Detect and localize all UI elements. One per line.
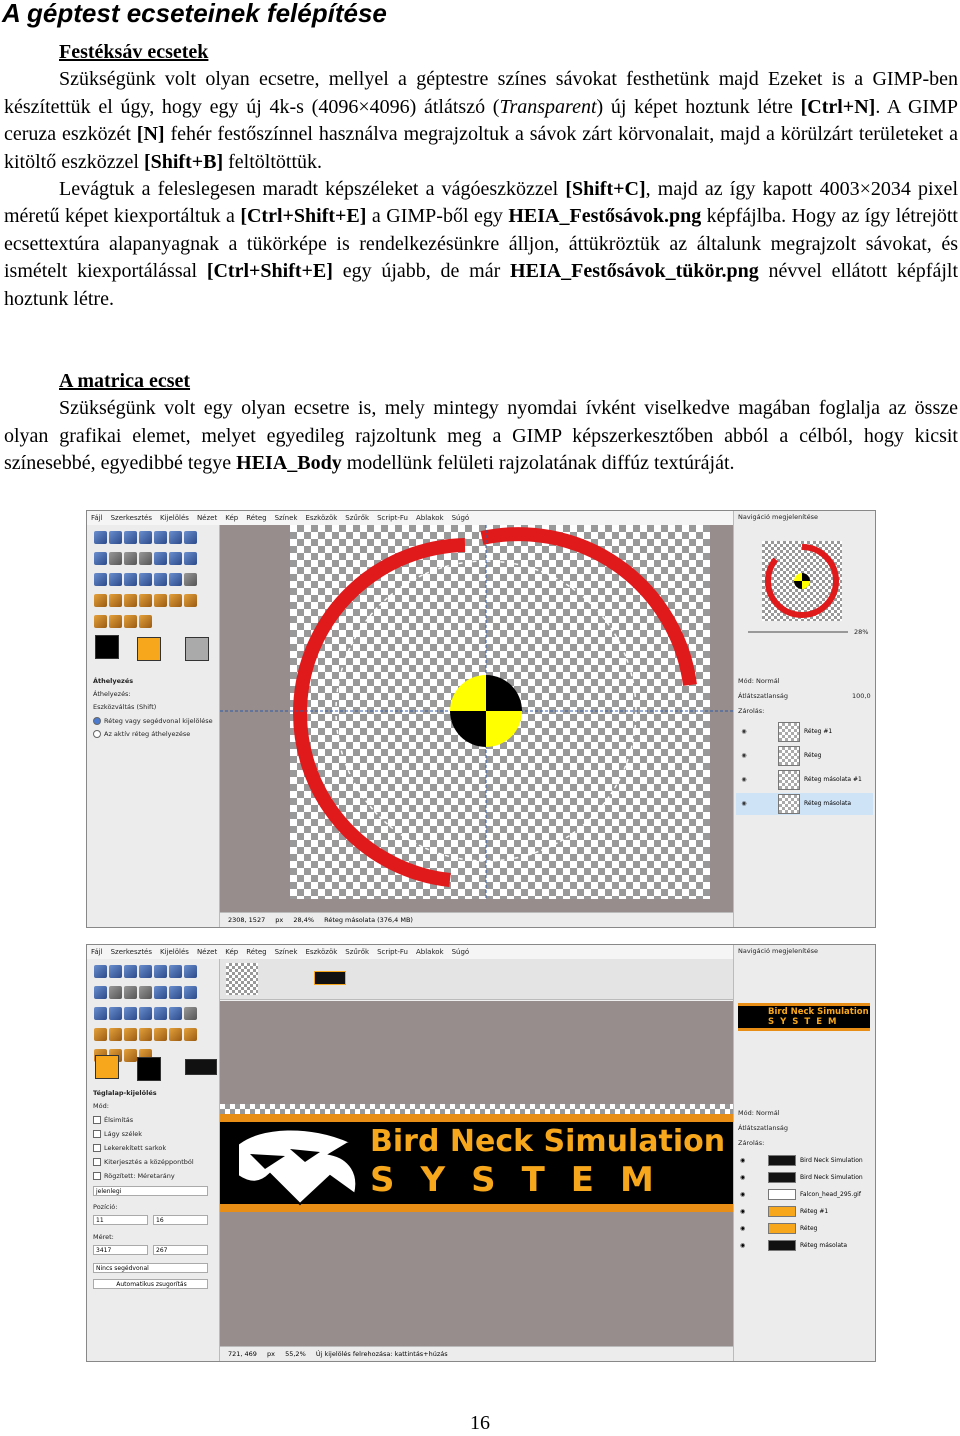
paragraph xyxy=(4,176,958,313)
menu-item[interactable]: Eszközök xyxy=(305,514,338,522)
pencil-icon[interactable] xyxy=(124,1028,137,1041)
text-run: , majd az így kapott 4003×2034 pixel méretű képet kiexportáltuk a xyxy=(4,178,958,228)
tool-grid xyxy=(93,529,213,634)
layer-row[interactable]: ◉ Bird Neck Simulation xyxy=(736,1170,873,1186)
color-picker-icon[interactable] xyxy=(109,986,122,999)
flip-icon[interactable] xyxy=(154,573,167,586)
position-x-field[interactable]: 11 xyxy=(93,1215,148,1225)
bold-text: [Shift+C] xyxy=(565,178,646,201)
pointer-coords: 721, 469 xyxy=(228,1350,257,1358)
menu-item[interactable]: Színek xyxy=(274,514,298,522)
layer-row[interactable]: ◉ Bird Neck Simulation xyxy=(736,1153,873,1169)
toolbox xyxy=(87,959,220,1361)
menu-item[interactable]: Súgó xyxy=(451,948,470,956)
size-h-field[interactable]: 267 xyxy=(153,1245,208,1255)
section-title: Festéksáv ecsetek xyxy=(59,41,209,63)
image-canvas[interactable] xyxy=(220,525,733,913)
status-bar xyxy=(220,912,733,927)
target-quarter xyxy=(450,711,486,747)
layer-row[interactable]: ◉ Falcon_head_295.gif xyxy=(736,1187,873,1203)
checkbox-option[interactable]: Lágy szélek xyxy=(93,1130,142,1138)
tool-options-label: Áthelyezés: xyxy=(93,690,131,698)
section-title: A matrica ecset xyxy=(59,370,191,392)
unit-select[interactable]: px xyxy=(267,1350,276,1358)
color-select-icon[interactable] xyxy=(154,965,167,978)
cage-icon[interactable] xyxy=(169,573,182,586)
layer-thumbnail xyxy=(768,1240,796,1251)
brush-preview-icon[interactable] xyxy=(185,637,209,661)
gimp-screenshot-arc xyxy=(86,510,876,928)
clone-icon[interactable] xyxy=(94,615,107,628)
eye-icon[interactable]: ◉ xyxy=(740,1157,746,1164)
foreground-color-icon[interactable] xyxy=(95,1055,119,1079)
size-label: Méret: xyxy=(93,1233,114,1241)
eraser-icon[interactable] xyxy=(154,1028,167,1041)
menu-item[interactable]: Ablakok xyxy=(415,948,444,956)
eye-icon[interactable]: ◉ xyxy=(741,800,747,807)
menu-item[interactable]: Réteg xyxy=(246,948,267,956)
flip-icon[interactable] xyxy=(154,1007,167,1020)
checkbox-icon xyxy=(93,1144,101,1152)
right-dock xyxy=(733,511,875,927)
eraser-icon[interactable] xyxy=(154,594,167,607)
text-icon[interactable] xyxy=(184,573,197,586)
lasso-icon[interactable] xyxy=(124,965,137,978)
red-arc-left xyxy=(300,545,465,880)
nav-preview-drawing xyxy=(762,541,842,621)
align-icon[interactable] xyxy=(169,986,182,999)
eye-icon[interactable]: ◉ xyxy=(740,1225,746,1232)
measure-icon[interactable] xyxy=(139,552,152,565)
section-matrica xyxy=(4,368,958,478)
navigation-preview[interactable]: Bird Neck Simulation SYSTEM xyxy=(738,1003,870,1031)
layer-thumbnail xyxy=(768,1223,796,1234)
scissors-icon[interactable] xyxy=(169,965,182,978)
menu-item[interactable]: Réteg xyxy=(246,514,267,522)
paths-icon[interactable] xyxy=(94,552,107,565)
pattern-icon[interactable] xyxy=(137,637,161,661)
paintbrush-icon[interactable] xyxy=(139,594,152,607)
guide-select[interactable]: Nincs segédvonal xyxy=(93,1263,208,1273)
rotate-icon[interactable] xyxy=(94,1007,107,1020)
menu-item[interactable]: Szerkesztés xyxy=(110,948,153,956)
eye-icon[interactable]: ◉ xyxy=(741,776,747,783)
menu-item[interactable]: Színek xyxy=(274,948,298,956)
opacity-value[interactable]: 100,0 xyxy=(852,692,871,700)
rotate-icon[interactable] xyxy=(94,573,107,586)
zoom-slider[interactable] xyxy=(748,631,848,633)
text-run: modellünk felületi rajzolatának diffúz textúráját. xyxy=(341,452,735,475)
move-icon[interactable] xyxy=(154,986,167,999)
bold-text: [Ctrl+Shift+E] xyxy=(206,260,333,283)
checkbox-option[interactable]: Rögzített: Méretarány xyxy=(93,1172,175,1180)
text-run: Szükségünk volt egy olyan ecsetre is, mely mintegy nyomdai ívként viselkedve magában foglalja az össze olyan grafikai elemet, melyet egyedileg rajzoltunk meg a GIMP képszerkesztőben abból a célból, hogy kicsit színesebbé, egyedibbé tegye xyxy=(4,397,958,475)
text-run: egy újabb, de már xyxy=(332,260,511,283)
section-festeksav xyxy=(4,39,958,313)
foreground-select-icon[interactable] xyxy=(184,965,197,978)
pencil-icon[interactable] xyxy=(124,594,137,607)
checkbox-icon xyxy=(93,1172,101,1180)
layer-thumbnail xyxy=(768,1172,796,1183)
rect-select-icon[interactable] xyxy=(94,965,107,978)
radio-option[interactable]: Réteg vagy segédvonal kijelölése xyxy=(93,717,213,725)
unit-select[interactable]: px xyxy=(275,916,284,924)
page-number: 16 xyxy=(470,1412,490,1434)
paragraph xyxy=(4,395,958,477)
red-arc-right xyxy=(482,534,690,685)
scissors-icon[interactable] xyxy=(169,531,182,544)
target-quarter xyxy=(486,675,522,711)
eye-icon[interactable]: ◉ xyxy=(741,752,747,759)
pattern-icon[interactable] xyxy=(137,1057,161,1081)
airbrush-icon[interactable] xyxy=(169,594,182,607)
mode-label: Mód: Normál xyxy=(738,1109,780,1117)
layer-thumbnail xyxy=(768,1189,796,1200)
lock-label: Zárolás: xyxy=(738,1139,765,1147)
layer-thumbnail xyxy=(778,746,800,766)
ink-icon[interactable] xyxy=(184,1028,197,1041)
layer-thumbnail xyxy=(768,1155,796,1166)
move-icon[interactable] xyxy=(154,552,167,565)
logo-title: Bird Neck Simulation xyxy=(370,1124,726,1159)
bold-text: [Ctrl+N] xyxy=(800,95,876,118)
zoom-value: 28% xyxy=(854,628,869,636)
image-tab-thumbnail[interactable] xyxy=(226,963,258,995)
eye-icon[interactable]: ◉ xyxy=(740,1242,746,1249)
pointer-coords: 2308, 1527 xyxy=(228,916,266,924)
scale-icon[interactable] xyxy=(109,1007,122,1020)
menu-item[interactable]: Szerkesztés xyxy=(110,514,153,522)
status-message: Új kijelölés felrehozása: kattintás+húzás xyxy=(315,1350,448,1358)
bold-text: [N] xyxy=(136,123,165,146)
eye-icon[interactable]: ◉ xyxy=(740,1208,746,1215)
measure-icon[interactable] xyxy=(139,986,152,999)
paintbrush-icon[interactable] xyxy=(139,1028,152,1041)
paths-icon[interactable] xyxy=(94,986,107,999)
text-run: a GIMP-ből egy xyxy=(366,205,509,228)
page-heading: A géptest ecseteinek felépítése xyxy=(2,0,387,28)
fuzzy-select-icon[interactable] xyxy=(139,965,152,978)
radio-option[interactable]: Az aktív réteg áthelyezése xyxy=(93,730,190,738)
ellipse-select-icon[interactable] xyxy=(109,965,122,978)
tool-options-title: Téglalap-kijelölés xyxy=(93,1089,157,1097)
shear-icon[interactable] xyxy=(124,1007,137,1020)
checkbox-icon xyxy=(93,1158,101,1166)
menu-item[interactable]: Nézet xyxy=(196,948,218,956)
menu-item[interactable]: Szűrők xyxy=(345,948,370,956)
text-run: feltöltöttük. xyxy=(223,150,323,173)
scale-icon[interactable] xyxy=(109,573,122,586)
lasso-icon[interactable] xyxy=(124,531,137,544)
aspect-field[interactable]: jelenlegi xyxy=(93,1186,208,1196)
blend-icon[interactable] xyxy=(109,1028,122,1041)
dodge-icon[interactable] xyxy=(139,615,152,628)
radio-icon xyxy=(93,730,101,738)
paragraph xyxy=(4,66,958,176)
text-icon[interactable] xyxy=(184,1007,197,1020)
status-message: Réteg másolata (376,4 MB) xyxy=(324,916,413,924)
zoom-select[interactable]: 55,2% xyxy=(285,1350,306,1358)
checkbox-option[interactable]: Élsimítás xyxy=(93,1116,133,1124)
menu-item[interactable]: Kijelölés xyxy=(160,514,189,522)
tool-grid xyxy=(93,963,213,1068)
checkbox-icon xyxy=(93,1130,101,1138)
shear-icon[interactable] xyxy=(124,573,137,586)
auto-shrink-button[interactable]: Automatikus zsugorítás xyxy=(93,1279,208,1289)
zoom-icon[interactable] xyxy=(124,986,137,999)
lock-label: Zárolás: xyxy=(738,707,765,715)
menu-item[interactable]: Kép xyxy=(225,948,239,956)
menu-item[interactable]: Súgó xyxy=(451,514,470,522)
smudge-icon[interactable] xyxy=(124,615,137,628)
target-quarter xyxy=(450,675,486,711)
text-run: . A GIMP ceruza eszközét xyxy=(4,95,958,146)
bold-text: HEIA_Festősávok.png xyxy=(508,205,702,228)
zoom-select[interactable]: 28,4% xyxy=(293,916,315,924)
tool-options-label: Eszközváltás (Shift) xyxy=(93,703,157,711)
tool-options-label: Mód: xyxy=(93,1102,109,1110)
layer-row[interactable]: ◉ Réteg xyxy=(736,1221,873,1237)
text-run: ) új képet hoztunk létre xyxy=(596,95,801,118)
menu-item[interactable]: Kijelölés xyxy=(160,948,189,956)
menu-item[interactable]: Ablakok xyxy=(415,514,444,522)
image-tab-thumbnail[interactable] xyxy=(314,971,346,985)
eye-icon[interactable]: ◉ xyxy=(740,1174,746,1181)
image-canvas[interactable] xyxy=(220,1001,733,1347)
brush-preview-icon[interactable] xyxy=(185,1059,217,1075)
ink-icon[interactable] xyxy=(184,594,197,607)
menu-item[interactable]: Szűrők xyxy=(345,514,370,522)
color-picker-icon[interactable] xyxy=(109,552,122,565)
menu-item[interactable]: Eszközök xyxy=(305,948,338,956)
align-icon[interactable] xyxy=(169,552,182,565)
position-y-field[interactable]: 16 xyxy=(153,1215,208,1225)
layer-row[interactable]: ◉ Réteg másolata xyxy=(736,1238,873,1254)
text-run: Levágtuk a feleslegesen maradt képszéleket a vágóeszközzel xyxy=(59,178,566,201)
crop-icon[interactable] xyxy=(184,986,197,999)
status-bar xyxy=(220,1346,733,1361)
ellipse-select-icon[interactable] xyxy=(109,531,122,544)
layer-row[interactable]: ◉ Réteg #1 xyxy=(736,1204,873,1220)
checkbox-option[interactable]: Lekerekített sarkok xyxy=(93,1144,166,1152)
mode-select[interactable]: Normál xyxy=(755,1109,780,1117)
bucket-fill-icon[interactable] xyxy=(94,1028,107,1041)
text-run: képfájlba. Hogy az így létrejött ecsettextúra alapanyagnak a tükörképe is rendelkezésünkre álljon, áttükröztük az általunk megrajzolt sávokat, és ismételt kiexportálással xyxy=(4,205,958,283)
navigation-preview[interactable] xyxy=(762,541,842,621)
color-select-icon[interactable] xyxy=(154,531,167,544)
perspective-icon[interactable] xyxy=(139,573,152,586)
layer-thumbnail xyxy=(778,794,800,814)
bold-text: HEIA_Body xyxy=(236,452,342,475)
bold-text: [Ctrl+Shift+E] xyxy=(240,205,367,228)
text-run: névvel ellátott képfájlt hoztunk létre. xyxy=(4,260,959,310)
layer-thumbnail xyxy=(768,1206,796,1217)
rect-select-icon[interactable] xyxy=(94,531,107,544)
checkbox-option[interactable]: Kiterjesztés a középpontból xyxy=(93,1158,194,1166)
opacity-label: Átlátszatlanság xyxy=(738,1124,788,1132)
menu-item[interactable]: Fájl xyxy=(91,514,103,522)
image-tabs xyxy=(220,959,733,1000)
airbrush-icon[interactable] xyxy=(169,1028,182,1041)
eye-icon[interactable]: ◉ xyxy=(741,728,747,735)
gimp-screenshot-logo xyxy=(86,944,876,1362)
blend-icon[interactable] xyxy=(109,594,122,607)
checkbox-icon xyxy=(93,1116,101,1124)
smudge-icon[interactable] xyxy=(124,1049,137,1062)
menu-item[interactable]: Kép xyxy=(225,514,239,522)
cage-icon[interactable] xyxy=(169,1007,182,1020)
target-quarter xyxy=(486,711,522,747)
italic-text: Transparent xyxy=(499,95,597,118)
fuzzy-select-icon[interactable] xyxy=(139,531,152,544)
dock-title: Navigáció megjelenítése xyxy=(738,513,818,521)
bold-text: HEIA_Festősávok_tükör.png xyxy=(510,260,759,283)
heal-icon[interactable] xyxy=(109,615,122,628)
foreground-color-icon[interactable] xyxy=(95,635,119,659)
layer-row[interactable]: ◉ Réteg másolata #1 xyxy=(736,769,873,791)
foreground-select-icon[interactable] xyxy=(184,531,197,544)
mode-label: Mód: Normál xyxy=(738,677,780,685)
bold-text: [Shift+B] xyxy=(143,150,224,173)
tool-options-title: Áthelyezés xyxy=(93,677,134,685)
toolbox xyxy=(87,525,220,927)
text-run: Szükségünk volt olyan ecsetre, mellyel a géptestre színes sávokat festhetünk majd Ezeket is a GIMP-ben készítettük el úgy, hogy egy új 4k-s (4096×4096) átlátszó ( xyxy=(4,68,958,118)
layer-row[interactable]: ◉ Réteg #1 xyxy=(736,721,873,743)
crop-icon[interactable] xyxy=(184,552,197,565)
layer-thumbnail xyxy=(778,770,800,790)
layer-thumbnail xyxy=(778,722,800,742)
zoom-icon[interactable] xyxy=(124,552,137,565)
bucket-fill-icon[interactable] xyxy=(94,594,107,607)
bird-neck-logo xyxy=(220,1114,733,1212)
layer-row[interactable]: ◉ Réteg xyxy=(736,745,873,767)
menu-item[interactable]: Nézet xyxy=(196,514,218,522)
menu-item[interactable]: Script-Fu xyxy=(377,514,408,522)
right-dock xyxy=(733,945,875,1361)
mode-select[interactable]: Normál xyxy=(755,677,780,685)
menu-item[interactable]: Script-Fu xyxy=(377,948,408,956)
logo-subtitle: SYSTEM xyxy=(370,1160,680,1200)
dock-title: Navigáció megjelenítése xyxy=(738,947,818,955)
perspective-icon[interactable] xyxy=(139,1007,152,1020)
radio-icon xyxy=(93,717,101,725)
opacity-label: Átlátszatlanság xyxy=(738,692,788,700)
falcon-head-icon xyxy=(230,1114,380,1212)
size-w-field[interactable]: 3417 xyxy=(93,1245,148,1255)
layer-row-selected[interactable]: ◉ Réteg másolata xyxy=(736,793,873,815)
arc-drawing xyxy=(220,525,733,899)
text-run: fehér festőszínnel használva megrajzoltuk a sávok zárt körvonalait, majd a körülzárt területeket a kitöltő eszközzel xyxy=(4,123,958,173)
position-label: Pozíció: xyxy=(93,1203,118,1211)
eye-icon[interactable]: ◉ xyxy=(740,1191,746,1198)
menu-item[interactable]: Fájl xyxy=(91,948,103,956)
